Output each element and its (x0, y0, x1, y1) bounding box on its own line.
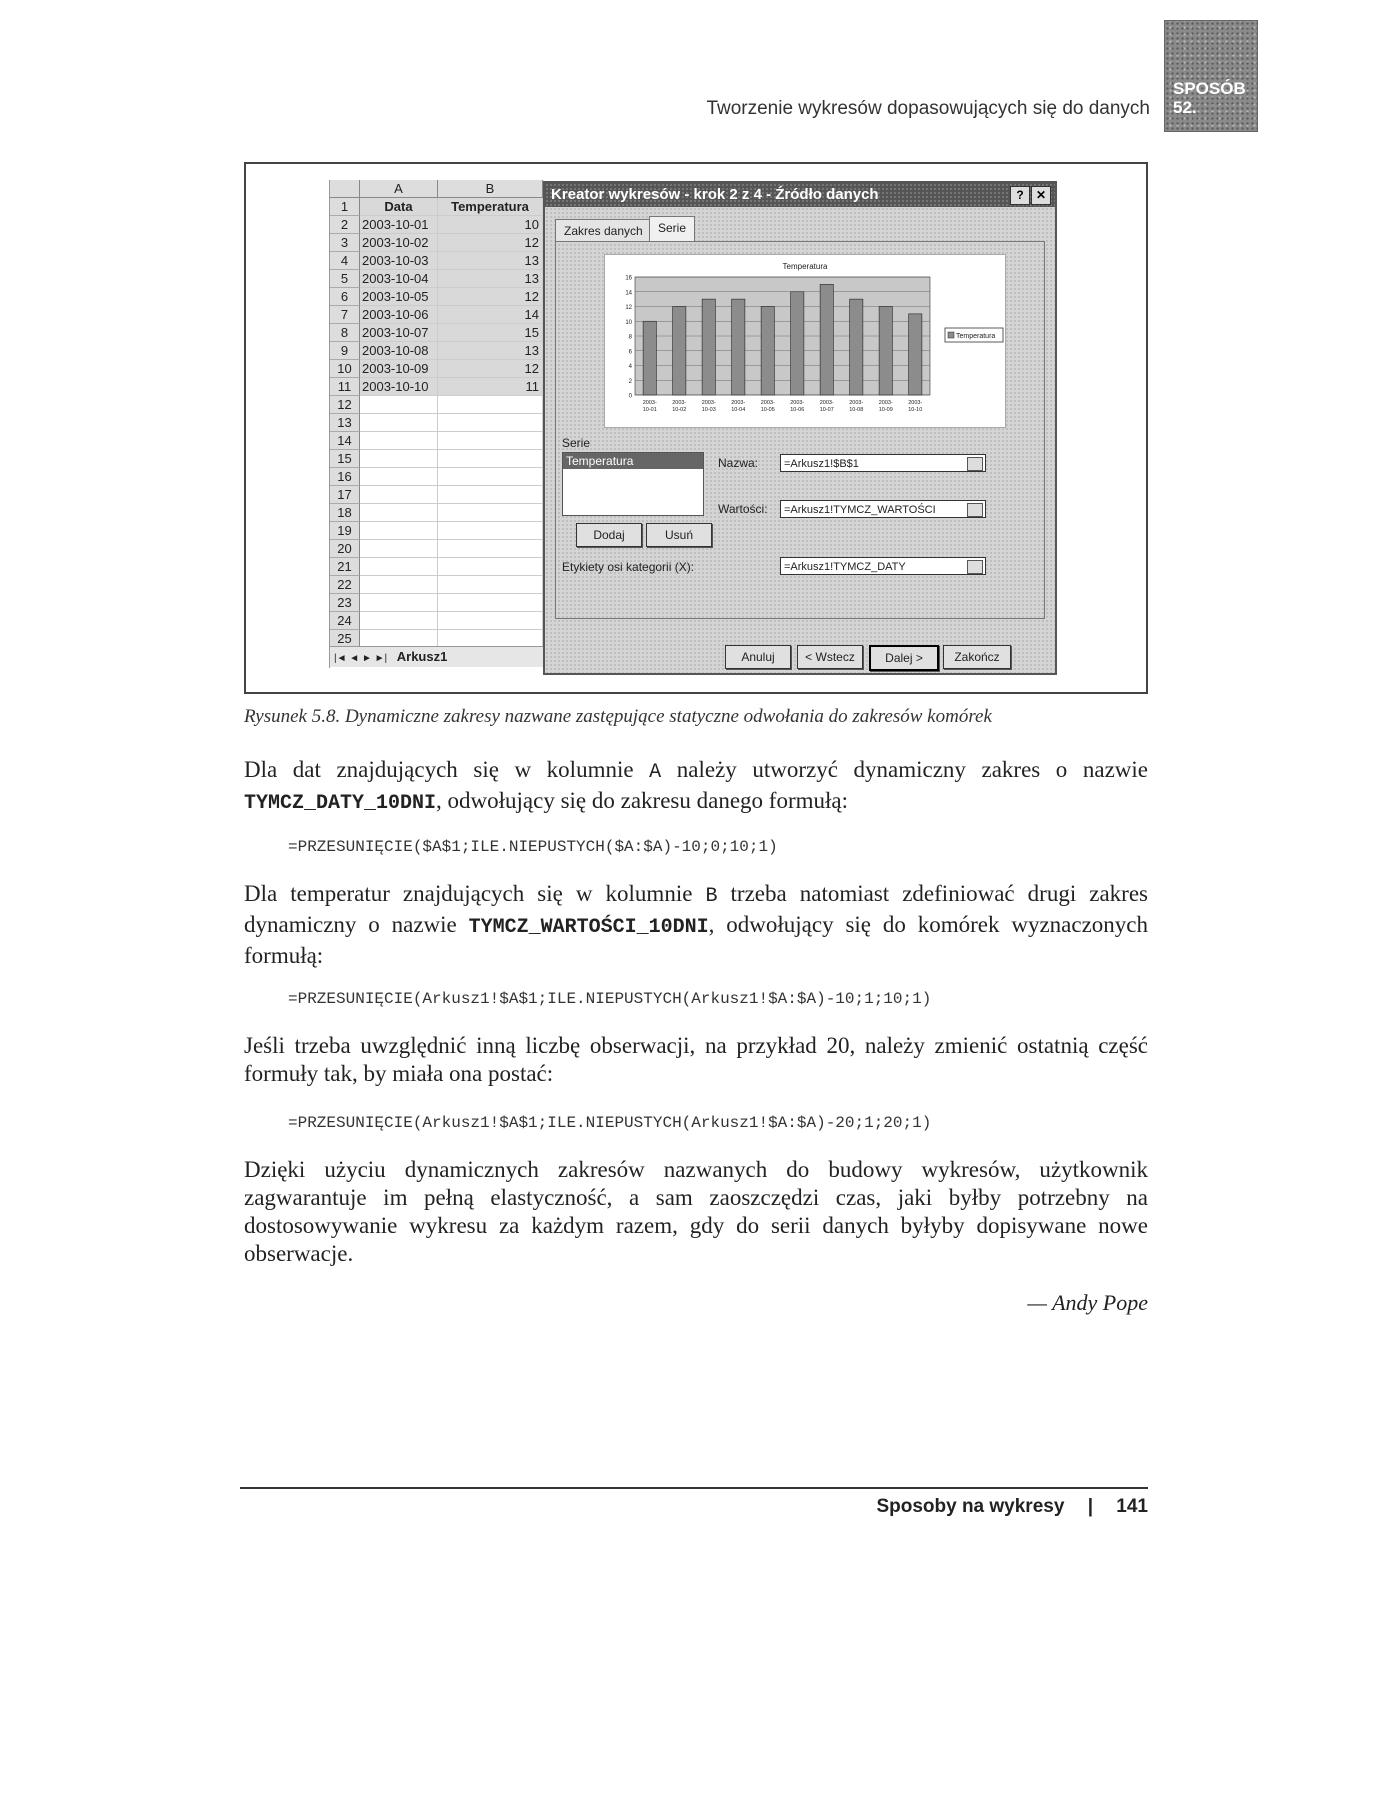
bar (850, 299, 863, 395)
chapter-badge (1164, 20, 1258, 132)
row-number[interactable]: 15 (330, 450, 360, 468)
range-picker-icon[interactable] (967, 503, 983, 517)
text: , odwołujący się do zakresu danego formułą: (436, 788, 848, 813)
x-tick-label: 10-04 (731, 407, 746, 413)
y-tick-label: 6 (628, 349, 632, 356)
row-number[interactable]: 22 (330, 576, 360, 594)
text: trzeba natomiast zdefiniować drugi zakres dynamiczny o nazwie (244, 881, 1148, 937)
y-tick-label: 0 (628, 393, 632, 400)
row-number[interactable]: 18 (330, 504, 360, 522)
legend-label: Temperatura (956, 333, 996, 340)
formula-1: =PRZESUNIĘCIE($A$1;ILE.NIEPUSTYCH($A:$A)-10;0;10;1) (288, 838, 778, 856)
temperature-cell[interactable]: 11 (438, 378, 543, 396)
y-tick-label: 4 (628, 364, 632, 370)
y-tick-label: 14 (625, 290, 632, 297)
close-button[interactable]: ✕ (1031, 186, 1051, 205)
sheet-tab-bar (330, 646, 543, 667)
row-number[interactable]: 2 (330, 216, 360, 234)
x-tick-label: 10-02 (672, 407, 687, 413)
name-value: =Arkusz1!$B$1 (784, 458, 859, 470)
x-tick-label: 2003- (849, 400, 864, 406)
badge-number: 52. (1173, 98, 1197, 117)
row-number[interactable]: 7 (330, 306, 360, 324)
range-name: TYMCZ_WARTOŚCI_10DNI (468, 916, 709, 939)
badge-label: SPOSÓB (1173, 79, 1246, 98)
column-header-a[interactable]: A (360, 180, 438, 198)
x-tick-label: 10-08 (849, 407, 864, 413)
name-field[interactable] (780, 454, 986, 472)
date-cell[interactable]: 2003-10-07 (360, 324, 438, 342)
cell-b1[interactable]: Temperatura (438, 198, 543, 216)
range-picker-icon[interactable] (967, 457, 983, 471)
inline-code: B (705, 885, 718, 908)
temperature-cell[interactable]: 12 (438, 234, 543, 252)
row-number[interactable]: 8 (330, 324, 360, 342)
row-number[interactable]: 20 (330, 540, 360, 558)
dialog-title: Kreator wykresów - krok 2 z 4 - Źródło danych (551, 186, 879, 203)
tab-data-range[interactable]: Zakres danych (555, 219, 652, 242)
remove-series-button[interactable]: Usuń (646, 523, 712, 547)
empty-cell[interactable] (438, 612, 543, 630)
empty-cell[interactable] (360, 504, 438, 522)
row-number[interactable]: 19 (330, 522, 360, 540)
bar-chart (605, 255, 1005, 427)
cell-a1[interactable]: Data (360, 198, 438, 216)
temperature-cell[interactable]: 12 (438, 360, 543, 378)
empty-cell[interactable] (438, 450, 543, 468)
paragraph-1 (244, 756, 1148, 818)
table-row (330, 252, 543, 270)
text: , odwołujący się do komórek wyznaczonych formułą: (244, 912, 1148, 968)
row-number[interactable]: 4 (330, 252, 360, 270)
temperature-cell[interactable]: 12 (438, 288, 543, 306)
book-title: Sposoby na wykresy (876, 1496, 1065, 1517)
help-button[interactable]: ? (1010, 186, 1030, 205)
row-number[interactable]: 25 (330, 630, 360, 648)
formula-2: =PRZESUNIĘCIE(Arkusz1!$A$1;ILE.NIEPUSTYCH(Arkusz1!$A:$A)-10;1;10;1) (288, 990, 932, 1008)
row-number[interactable]: 1 (330, 198, 360, 216)
row-number[interactable]: 17 (330, 486, 360, 504)
running-head: Tworzenie wykresów dopasowujących się do danych (706, 98, 1150, 119)
x-tick-label: 10-03 (701, 407, 716, 413)
range-name: TYMCZ_DATY_10DNI (244, 792, 437, 815)
paragraph-2 (244, 880, 1148, 970)
finish-button[interactable]: Zakończ (943, 645, 1011, 669)
row-number[interactable]: 3 (330, 234, 360, 252)
row-number[interactable]: 24 (330, 612, 360, 630)
row-number[interactable]: 13 (330, 414, 360, 432)
bar (732, 299, 745, 395)
empty-cell[interactable] (360, 432, 438, 450)
category-value: =Arkusz1!TYMCZ_DATY (784, 561, 906, 573)
temperature-cell[interactable]: 13 (438, 270, 543, 288)
x-tick-label: 10-05 (760, 407, 775, 413)
text: Dla temperatur znajdujących się w kolumnie (244, 881, 706, 906)
bar (702, 299, 715, 395)
page-footer (700, 1496, 1148, 1518)
cancel-button[interactable]: Anuluj (725, 645, 791, 669)
x-tick-label: 2003- (878, 400, 893, 406)
text: należy utworzyć dynamiczny zakres o nazwie (661, 757, 1149, 782)
x-tick-label: 2003- (908, 400, 923, 406)
footer-separator: | (1087, 1496, 1094, 1517)
temperature-cell[interactable]: 13 (438, 252, 543, 270)
table-row (330, 360, 543, 378)
x-tick-label: 10-07 (819, 407, 834, 413)
table-row (330, 522, 543, 540)
bar (791, 292, 804, 395)
empty-cell[interactable] (438, 594, 543, 612)
empty-cell[interactable] (360, 594, 438, 612)
table-row (330, 558, 543, 576)
empty-cell[interactable] (360, 522, 438, 540)
row-number[interactable]: 14 (330, 432, 360, 450)
empty-cell[interactable] (360, 558, 438, 576)
values-field[interactable] (780, 500, 986, 518)
empty-cell[interactable] (438, 504, 543, 522)
date-cell[interactable]: 2003-10-06 (360, 306, 438, 324)
empty-cell[interactable] (438, 486, 543, 504)
temperature-cell[interactable]: 15 (438, 324, 543, 342)
table-row (330, 234, 543, 252)
add-series-button[interactable]: Dodaj (576, 523, 642, 547)
values-label: Wartości: (718, 502, 768, 516)
date-cell[interactable]: 2003-10-10 (360, 378, 438, 396)
empty-cell[interactable] (438, 576, 543, 594)
table-row (330, 504, 543, 522)
name-label: Nazwa: (718, 456, 759, 470)
bar (879, 307, 892, 396)
tab-series[interactable]: Serie (649, 216, 695, 242)
table-row (330, 414, 543, 432)
y-tick-label: 2 (628, 378, 632, 385)
date-cell[interactable]: 2003-10-01 (360, 216, 438, 234)
row-number[interactable]: 16 (330, 468, 360, 486)
x-tick-label: 2003- (790, 400, 805, 406)
dialog-titlebar (545, 183, 1055, 207)
temperature-cell[interactable]: 14 (438, 306, 543, 324)
series-group-label: Serie (562, 436, 591, 450)
y-tick-label: 10 (625, 319, 632, 326)
x-tick-label: 10-01 (642, 407, 657, 413)
table-row (330, 612, 543, 630)
table-row (330, 486, 543, 504)
empty-cell[interactable] (360, 540, 438, 558)
figure-caption: Rysunek 5.8. Dynamiczne zakresy nazwane zastępujące statyczne odwołania do zakresów komórek (244, 706, 992, 727)
x-tick-label: 10-06 (790, 407, 805, 413)
series-list-item[interactable]: Temperatura (563, 453, 703, 469)
column-header-b[interactable]: B (438, 180, 543, 198)
empty-cell[interactable] (438, 396, 543, 414)
empty-cell[interactable] (360, 450, 438, 468)
chart-legend (945, 328, 1003, 342)
chart-preview (604, 254, 1006, 428)
x-tick-label: 2003- (760, 400, 775, 406)
table-row (330, 342, 543, 360)
empty-cell[interactable] (438, 414, 543, 432)
empty-cell[interactable] (360, 414, 438, 432)
table-row (330, 540, 543, 558)
page-number: 141 (1116, 1496, 1148, 1517)
footer-rule (240, 1487, 1148, 1489)
chart-wizard-dialog (543, 181, 1057, 675)
bar (909, 314, 922, 395)
x-tick-label: 2003- (731, 400, 746, 406)
table-row (330, 576, 543, 594)
x-tick-label: 2003- (642, 400, 657, 406)
formula-3: =PRZESUNIĘCIE(Arkusz1!$A$1;ILE.NIEPUSTYCH(Arkusz1!$A:$A)-20;1;20;1) (288, 1114, 932, 1132)
next-button[interactable]: Dalej > (869, 645, 939, 671)
x-tick-label: 10-10 (908, 407, 923, 413)
chart-title: Temperatura (782, 262, 828, 271)
row-number[interactable]: 5 (330, 270, 360, 288)
table-row (330, 432, 543, 450)
table-row (330, 396, 543, 414)
back-button[interactable]: < Wstecz (797, 645, 863, 669)
y-tick-label: 16 (625, 275, 632, 282)
values-value: =Arkusz1!TYMCZ_WARTOŚCI (784, 504, 936, 516)
corner-cell[interactable] (330, 180, 360, 198)
paragraph-4: Dzięki użyciu dynamicznych zakresów nazwanych do budowy wykresów, użytkownik zagwarantuje im pełną elastyczność, a sam zaoszczędzi czas, jaki byłby potrzebny na dostosowywanie wykresu za każdym razem, gdy do serii danych byłyby dopisywane nowe obserwacje. (244, 1157, 1148, 1266)
x-tick-label: 2003- (672, 400, 687, 406)
row-number[interactable]: 6 (330, 288, 360, 306)
date-cell[interactable]: 2003-10-02 (360, 234, 438, 252)
category-label: Etykiety osi kategorii (X): (562, 560, 695, 574)
x-tick-label: 2003- (819, 400, 834, 406)
category-field[interactable] (780, 557, 986, 575)
temperature-cell[interactable]: 10 (438, 216, 543, 234)
table-row (330, 468, 543, 486)
text: Dla dat znajdujących się w kolumnie (244, 757, 650, 782)
date-cell[interactable]: 2003-10-09 (360, 360, 438, 378)
empty-cell[interactable] (360, 468, 438, 486)
table-row (330, 270, 543, 288)
bar (761, 307, 774, 396)
series-listbox[interactable] (562, 452, 704, 516)
empty-cell[interactable] (360, 486, 438, 504)
empty-cell[interactable] (360, 612, 438, 630)
spreadsheet (329, 180, 543, 668)
series-panel (555, 241, 1045, 619)
date-cell[interactable]: 2003-10-08 (360, 342, 438, 360)
table-row (330, 198, 543, 216)
temperature-cell[interactable]: 13 (438, 342, 543, 360)
legend-swatch (948, 332, 954, 338)
table-row (330, 594, 543, 612)
y-tick-label: 12 (625, 305, 632, 311)
row-number[interactable]: 23 (330, 594, 360, 612)
table-row (330, 378, 543, 396)
table-row (330, 216, 543, 234)
bar (673, 307, 686, 396)
x-tick-label: 2003- (701, 400, 716, 406)
date-cell[interactable]: 2003-10-03 (360, 252, 438, 270)
range-picker-icon[interactable] (967, 560, 983, 574)
table-row (330, 324, 543, 342)
date-cell[interactable]: 2003-10-04 (360, 270, 438, 288)
row-number[interactable]: 21 (330, 558, 360, 576)
sheet-tab-arkusz1[interactable]: Arkusz1 (396, 649, 448, 664)
table-row (330, 288, 543, 306)
row-number[interactable]: 10 (330, 360, 360, 378)
empty-cell[interactable] (360, 396, 438, 414)
x-tick-label: 10-09 (878, 407, 893, 413)
bar (820, 284, 833, 395)
date-cell[interactable]: 2003-10-05 (360, 288, 438, 306)
row-number[interactable]: 9 (330, 342, 360, 360)
empty-cell[interactable] (360, 576, 438, 594)
empty-cell[interactable] (438, 558, 543, 576)
table-row (330, 450, 543, 468)
y-tick-label: 8 (628, 334, 632, 341)
empty-cell[interactable] (438, 540, 543, 558)
empty-cell[interactable] (438, 522, 543, 540)
inline-code: A (649, 761, 662, 784)
row-number[interactable]: 11 (330, 378, 360, 396)
row-number[interactable]: 12 (330, 396, 360, 414)
table-row (330, 306, 543, 324)
author-signature: — Andy Pope (1027, 1290, 1148, 1315)
bar (643, 321, 656, 395)
sheet-nav-arrows[interactable]: |◄ ◄ ► ►| (334, 653, 388, 664)
paragraph-3: Jeśli trzeba uwzględnić inną liczbę obserwacji, na przykład 20, należy zmienić ostatnią część formuły tak, by miała ona postać: (244, 1033, 1148, 1086)
empty-cell[interactable] (438, 468, 543, 486)
empty-cell[interactable] (438, 432, 543, 450)
